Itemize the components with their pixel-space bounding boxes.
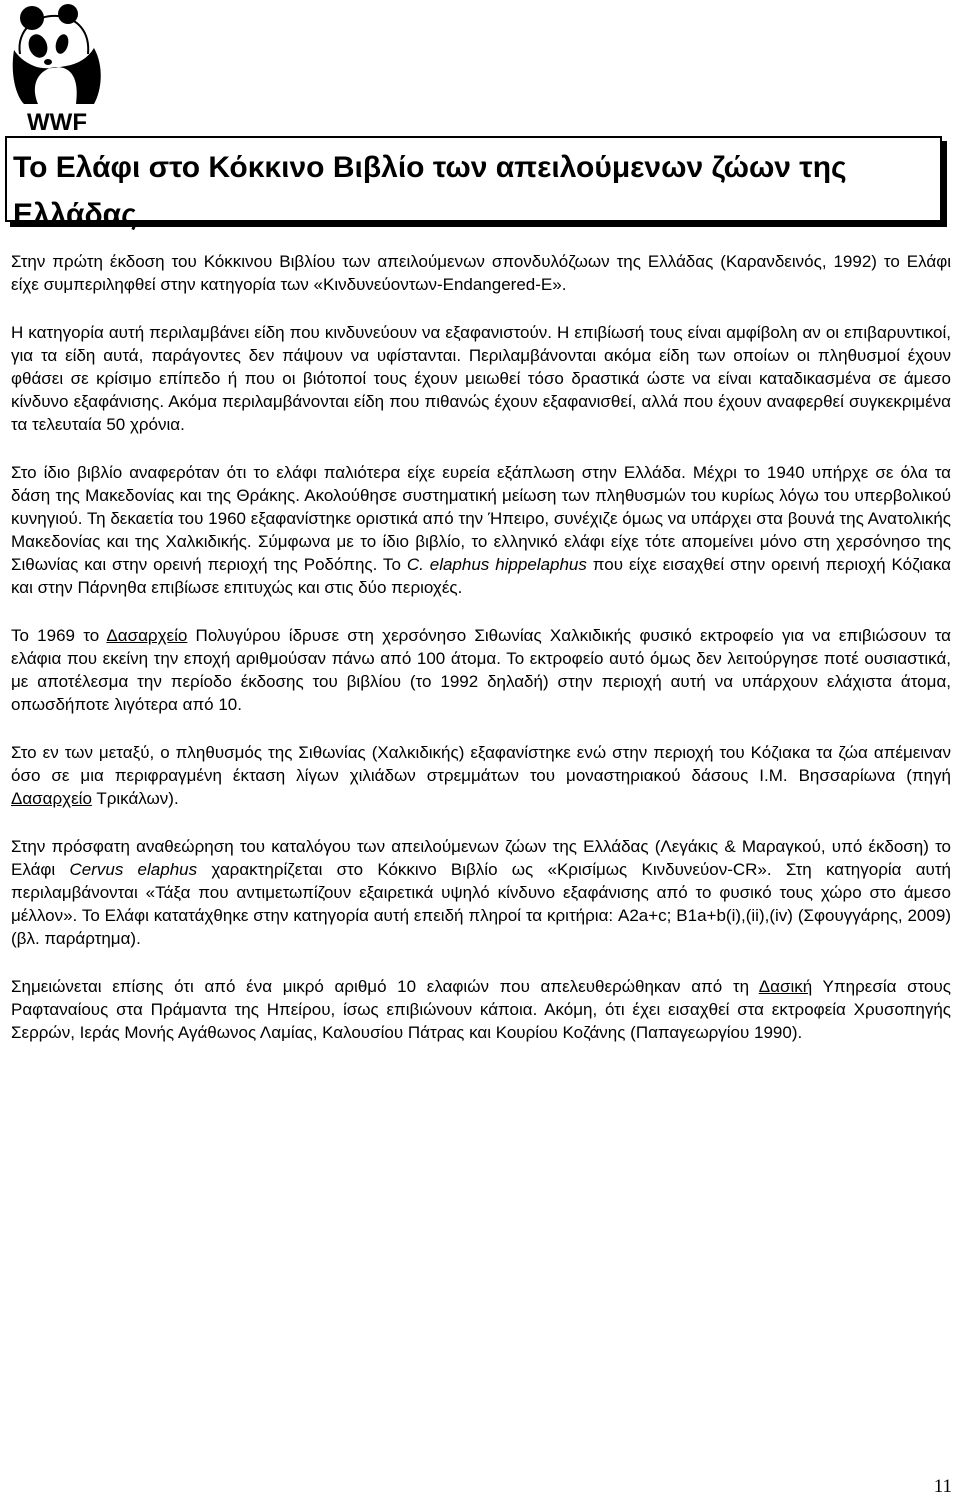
paragraph-6-text-a: Στην πρόσφατη αναθεώρηση του καταλόγου των απειλούμενων ζώων της Ελλάδας (Λεγάκις & Μαραγκού, υπό έκδοση) το Ελάφι <box>11 837 951 879</box>
logo-text: WWF <box>27 109 87 134</box>
paragraph-2: Η κατηγορία αυτή περιλαμβάνει είδη που κινδυνεύουν να εξαφανιστούν. Η επιβίωσή τους είναι αμφίβολη αν οι επιβαρυντικοί, για τα είδη αυτά, παράγοντες δεν πάψουν να υφίστανται. Περιλαμβάνονται ακόμα είδη των οποίων οι πληθυσμοί έχουν φθάσει σε κρίσιμο επίπεδο ή που οι βιότοποί τους έχουν μειωθεί τόσο δραστικά ώστε να είναι καταδικασμένα σε άμεσο κίνδυνο εξαφάνισης. Ακόμα περιλαμβάνονται είδη που πιθανώς έχουν εξαφανισθεί, αλλά που έχουν αναφερθεί συγκεκριμένα τα τελευταία 50 χρόνια. <box>11 323 951 434</box>
paragraph-3 <box>11 461 951 599</box>
paragraph-6 <box>11 835 951 950</box>
species-name-cervus: Cervus elaphus <box>69 860 198 879</box>
paragraph-7 <box>11 975 951 1044</box>
paragraph-4 <box>11 624 951 716</box>
species-name: C. elaphus hippelaphus <box>406 555 587 574</box>
paragraph-5-text-b: Τρικάλων). <box>91 789 179 808</box>
wwf-logo <box>10 4 105 134</box>
paragraph-7-text-b: Υπηρεσία στους Ραφταναίους στα Πράμαντα της Ηπείρου, ίσως επιβιώνουν κάποια. Ακόμη, ότι έχει εισαχθεί στα εκτροφεία Χρυσοπηγής Σερρών, Ιεράς Μονής Αγάθωνος Λαμίας, Καλουσίου Πάτρας και Κουρίου Κοζάνης (Παπαγεωργίου 1990). <box>11 977 951 1042</box>
paragraph-4-text-a: Το 1969 το <box>11 626 107 645</box>
link-dasiki[interactable]: Δασική <box>758 977 813 996</box>
panda-icon <box>10 4 105 134</box>
title-box <box>5 136 942 231</box>
paragraph-1: Στην πρώτη έκδοση του Κόκκινου Βιβλίου των απειλούμενων σπονδυλόζωων της Ελλάδας (Καρανδεινός, 1992) το Ελάφι είχε συμπεριληφθεί στην κατηγορία των «Κινδυνεύοντων-Endangered-E». <box>11 252 951 294</box>
paragraph-5 <box>11 741 951 810</box>
paragraph-7-text-a: Σημειώνεται επίσης ότι από ένα μικρό αριθμό 10 ελαφιών που απελευθερώθηκαν από τη <box>11 977 759 996</box>
paragraph-3-text-b: που είχε εισαχθεί στην ορεινή περιοχή Κόζιακα και στην Πάρνηθα επιβίωσε επιτυχώς και στις δύο περιοχές. <box>11 555 951 597</box>
paragraph-4-text-b: Πολυγύρου ίδρυσε στη χερσόνησο Σιθωνίας Χαλκιδικής φυσικό εκτροφείο για να επιβιώσουν τα ελάφια που εκείνη την εποχή αριθμούσαν πάνω από 100 άτομα. Το εκτροφείο αυτό όμως δεν λειτούργησε ποτέ ουσιαστικά, με αποτέλεσμα την περίοδο έκδοσης του βιβλίου (το 1992 δηλαδή) στην περιοχή αυτή να υπάρχουν ελάχιστα άτομα, οπωσδήποτε λιγότερα από 10. <box>11 626 951 714</box>
paragraph-3-text-a: Στο ίδιο βιβλίο αναφερόταν ότι το ελάφι παλιότερα είχε ευρεία εξάπλωση στην Ελλάδα. Μέχρι το 1940 υπήρχε σε όλα τα δάση της Μακεδονίας και της Θράκης. Ακολούθησε συστηματική μείωση των πληθυσμών του κυρίως λόγω του υπερβολικού κυνηγιού. Τη δεκαετία του 1960 εξαφανίστηκε οριστικά από την Ήπειρο, συνέχιζε όμως να υπάρχει στα βουνά της Ανατολικής Μακεδονίας και της Χαλκιδικής. Σύμφωνα με το ίδιο βιβλίο, το ελληνικό ελάφι είχε τότε απομείνει μόνο στη χερσόνησο της Σιθωνίας και στην ορεινή περιοχή της Ροδόπης. Το <box>11 463 951 574</box>
link-dasarxeio-trikalon[interactable]: Δασαρχείο <box>11 789 92 808</box>
paragraph-6-text-b: χαρακτηρίζεται στο Κόκκινο Βιβλίο ως «Κρισίμως Κινδυνεύον-CR». Στη κατηγορία αυτή περιλαμβάνονται «Τάξα που αντιμετωπίζουν εξαιρετικά υψηλό κίνδυνο εξαφάνισης από το φυσικό τους χώρο στο άμεσο μέλλον». Το Ελάφι κατατάχθηκε στην κατηγορία αυτή επειδή πληροί τα κριτήρια: A2a+c; B1a+b(i),(ii),(iv) (Σφουγγάρης, 2009) (βλ. παράρτημα). <box>11 860 952 948</box>
page-title: Το Ελάφι στο Κόκκινο Βιβλίο των απειλούμενων ζώων της Ελλάδας <box>13 151 847 231</box>
link-dasarxeio[interactable]: Δασαρχείο <box>106 626 188 645</box>
paragraph-5-text-a: Στο εν των μεταξύ, ο πληθυσμός της Σιθωνίας (Χαλκιδικής) εξαφανίστηκε ενώ στην περιοχή του Κόζιακα τα ζώα απέμειναν όσο σε μια περιφραγμένη έκταση λίγων χιλιάδων στρεμμάτων του μοναστηριακού δάσους Ι.Μ. Βησσαρίωνα (πηγή <box>11 743 951 785</box>
page-number: 11 <box>933 1476 952 1497</box>
document-body <box>11 250 951 1044</box>
